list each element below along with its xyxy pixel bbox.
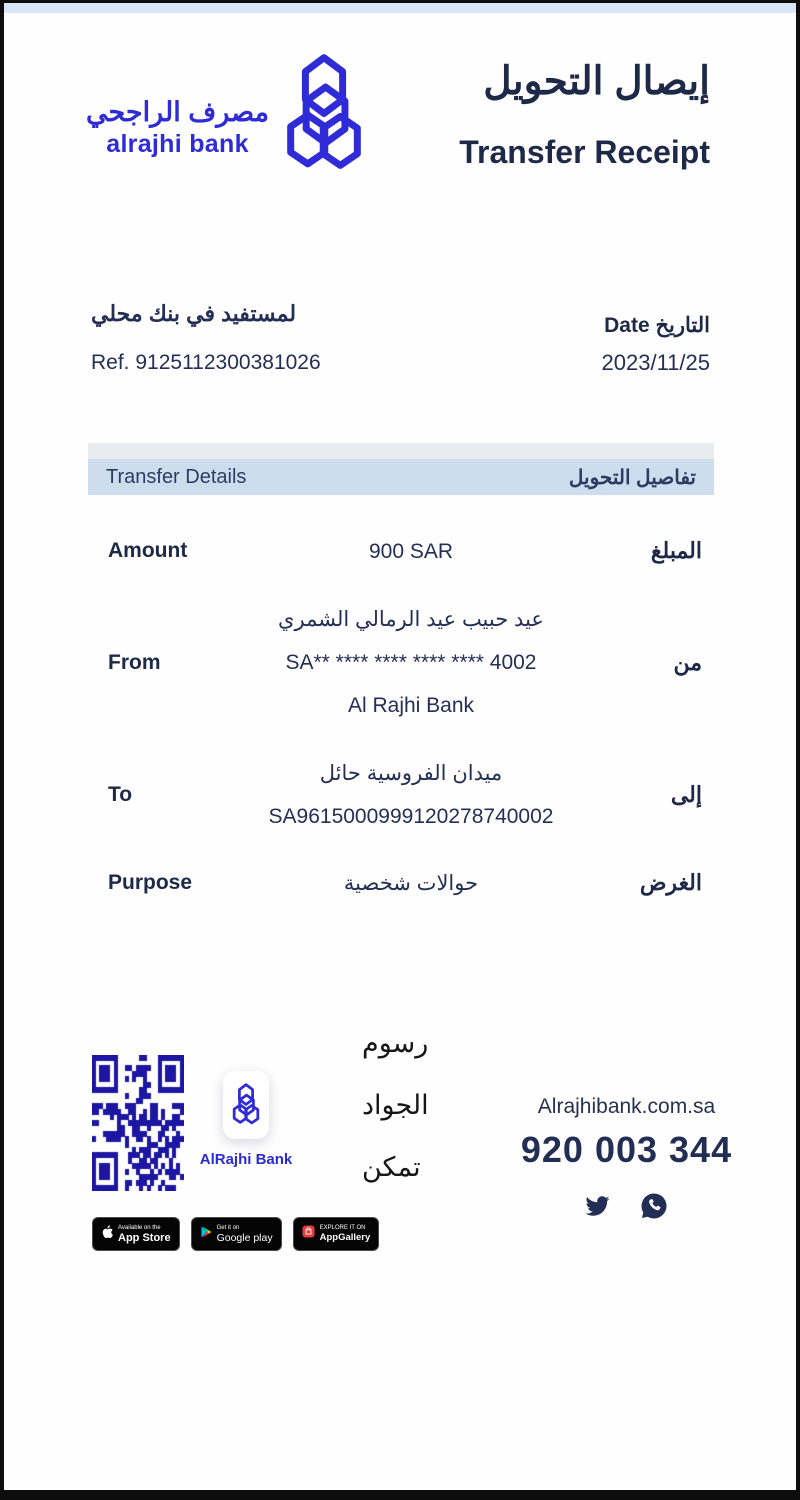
stamp-watermark-text [362, 1013, 429, 1199]
date-label: التاريخ Date [604, 314, 710, 337]
whatsapp-icon[interactable] [639, 1191, 669, 1221]
brand-name-english: alrajhi bank [106, 130, 249, 158]
date-value: 2023/11/25 [601, 350, 710, 375]
top-accent-strip [4, 3, 796, 13]
from-label-ar: من [673, 649, 702, 675]
purpose-label-en: Purpose [108, 871, 193, 894]
purpose-line: حوالات شخصية [343, 871, 479, 895]
section-divider-strip [88, 443, 714, 459]
google-play-icon [200, 1225, 212, 1244]
to-label-ar: إلى [670, 782, 702, 807]
phone-number: 920 003 344 [520, 1129, 733, 1170]
badge-bottom-text: Google play [216, 1231, 273, 1244]
to-row [88, 751, 714, 839]
from-label-en: From [108, 650, 161, 674]
appgallery-icon [302, 1225, 315, 1243]
brand-block [86, 53, 363, 177]
google-play-badge[interactable] [191, 1217, 282, 1251]
app-icon-card [223, 1071, 269, 1139]
beneficiary-name: ميدان الفروسية حائل [319, 762, 503, 785]
app-name-label: AlRajhi Bank [199, 1151, 293, 1168]
badge-bottom-text: AppGallery [319, 1231, 371, 1243]
beneficiary-note: لمستفيد في بنك محلي [91, 301, 297, 326]
receipt-title-english: Transfer Receipt [459, 134, 710, 170]
twitter-icon[interactable] [584, 1194, 611, 1218]
contact-block [509, 1095, 744, 1221]
brand-wordmark [86, 97, 269, 159]
amount-label-en: Amount [108, 539, 188, 562]
brand-name-arabic: مصرف الراجحي [86, 97, 270, 127]
receipt-title-arabic: إيصال التحويل [483, 60, 710, 103]
section-title-arabic: تفاصيل التحويل [568, 466, 696, 489]
from-value [228, 598, 594, 727]
watermark-line: تمكن [362, 1152, 421, 1183]
sender-account-masked: SA** **** **** **** **** 4002 [285, 651, 537, 674]
watermark-line: رسوم [362, 1028, 429, 1059]
meta-left-block [91, 301, 321, 375]
qr-code [92, 1055, 184, 1191]
badge-top-text: Available on the [118, 1224, 161, 1231]
alrajhi-logo-icon [285, 53, 363, 177]
sender-name: عيد حبيب عيد الرمالي الشمري [278, 608, 544, 631]
watermark-line: الجواد [362, 1090, 429, 1121]
badge-bottom-text: App Store [118, 1231, 171, 1244]
website-link[interactable]: Alrajhibank.com.sa [537, 1095, 716, 1118]
amount-row [88, 516, 714, 586]
appgallery-badge[interactable] [293, 1217, 380, 1251]
transfer-receipt [4, 3, 796, 1490]
app-store-badge[interactable] [92, 1217, 180, 1251]
badge-top-text: EXPLORE IT ON [319, 1224, 366, 1231]
amount-value [228, 530, 594, 573]
purpose-label-ar: الغرض [639, 870, 702, 895]
store-badges [92, 1217, 379, 1251]
beneficiary-iban: SA9615000999120278740002 [268, 805, 554, 828]
transfer-details-header [88, 459, 714, 495]
purpose-value [228, 862, 594, 905]
receipt-title-block [459, 59, 710, 171]
purpose-row [88, 848, 714, 918]
amount-label-ar: المبلغ [650, 538, 702, 563]
apple-icon [101, 1224, 113, 1244]
to-label-en: To [108, 783, 133, 806]
sender-bank: Al Rajhi Bank [347, 694, 475, 717]
to-value [228, 752, 594, 838]
alrajhi-app-logo-icon [232, 1083, 260, 1127]
section-title-english: Transfer Details [106, 465, 247, 488]
from-row [88, 598, 714, 727]
amount-line: 900 SAR [368, 539, 454, 563]
reference-number: Ref. 9125112300381026 [91, 351, 321, 374]
meta-date-block [602, 313, 710, 376]
badge-top-text: Get it on [216, 1224, 240, 1231]
